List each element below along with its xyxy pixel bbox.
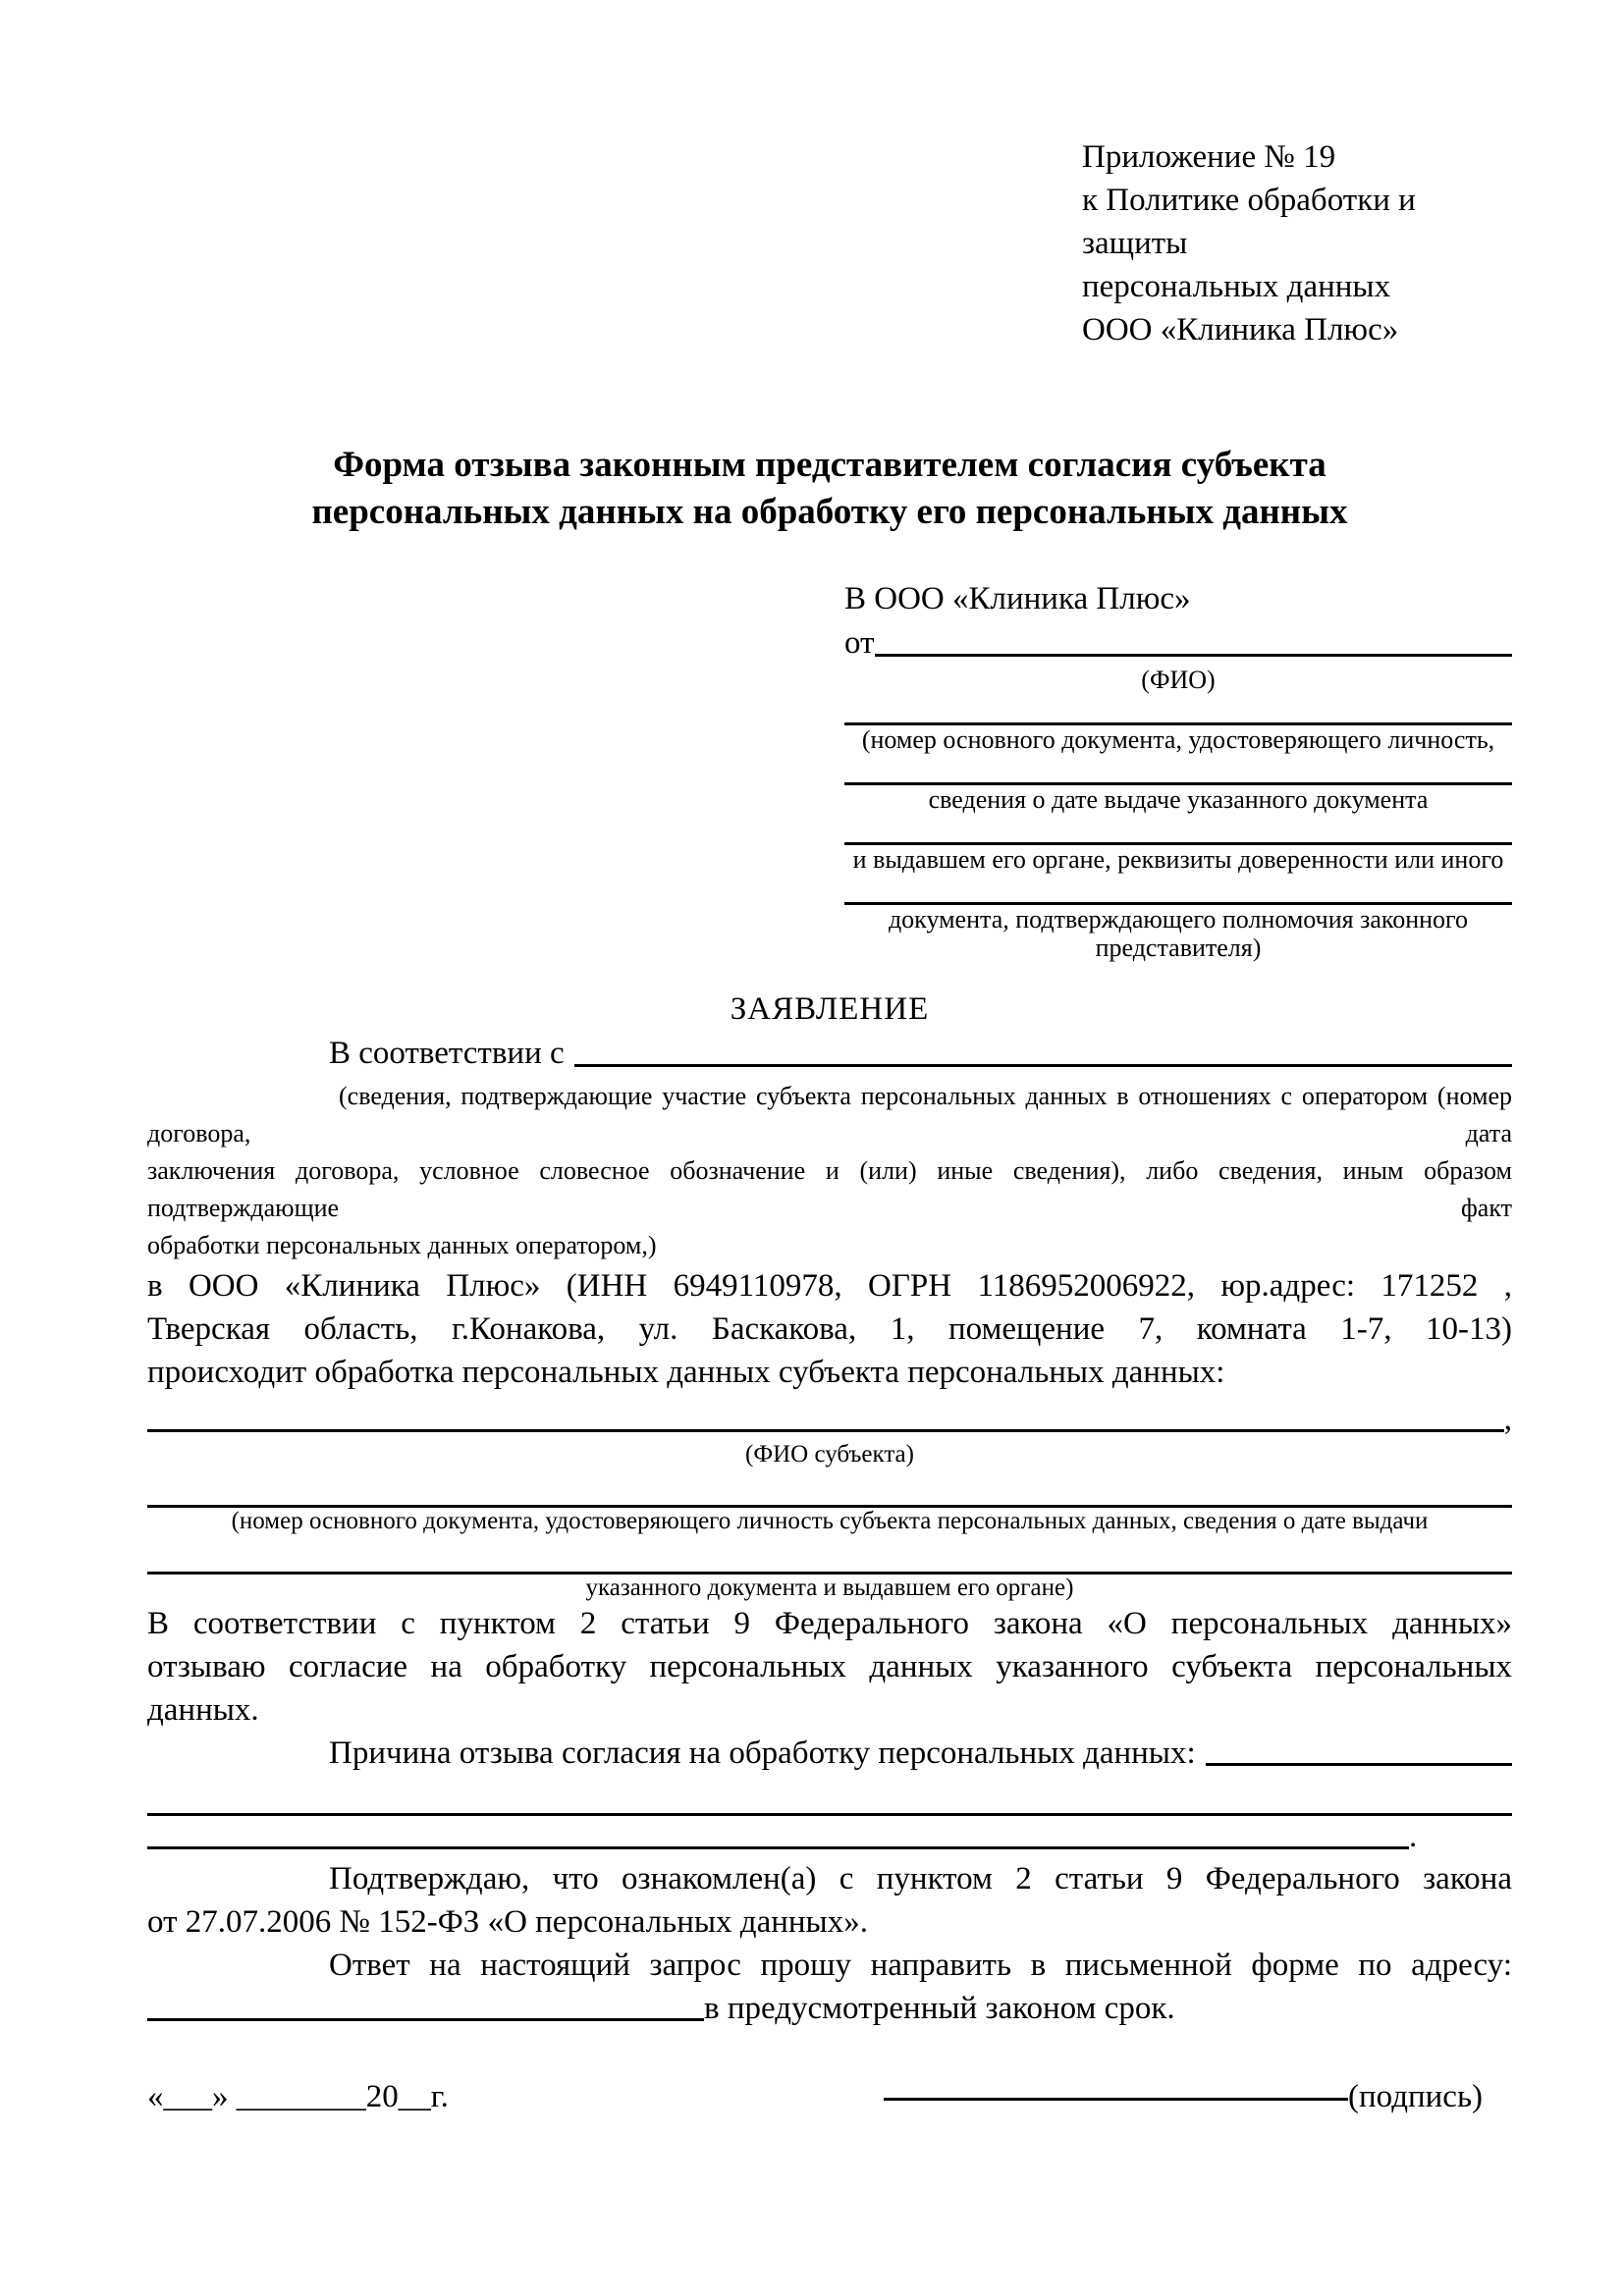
reply-tail-text: в предусмотренный законом срок. [704,1991,1175,2026]
subject-document-issuer-caption: указанного документа и выдавшем его органе) [585,1575,1074,1601]
subject-fio-row [147,1398,1512,1441]
trailing-comma: , [1503,1402,1512,1437]
small-print-line-1: (сведения, подтверждающие участие субъекта персональных данных в отношениях с оператором (номер договора, дата [147,1082,1512,1148]
subject-fio-caption: (ФИО субъекта) [745,1441,914,1468]
issuing-authority-caption: и выдавшем его органе, реквизиты доверенности или иного [852,845,1504,874]
issue-date-caption: сведения о дате выдаче указанного документа [928,785,1429,814]
reply-address-row [147,1987,1512,2030]
trailing-period: . [1409,1819,1418,1854]
operator-line-2: Тверская область, г.Конакова, ул. Баскакова, 1, помещение 7, комната 1-7, 10-13) [147,1311,1512,1347]
small-print-line-3: обработки персональных данных оператором,) [147,1231,657,1259]
withdrawal-line-2: отзываю согласие на обработку персональных данных указанного субъекта персональных [147,1649,1512,1684]
reply-address-fill-line[interactable] [147,1987,704,2021]
small-print-note [147,1078,1512,1264]
signature-group [884,2075,1483,2119]
document-number-caption: (номер основного документа, удостоверяющего личность, [861,725,1495,754]
confirm-paragraph [147,1857,1512,1944]
fio-caption: (ФИО) [1141,666,1216,694]
issuing-authority-fill-line[interactable] [844,814,1512,845]
operator-line-3: происходит обработка персональных данных субъекта персональных данных: [147,1355,1225,1390]
reason-fill-line-3[interactable] [147,1816,1409,1849]
signature-caption: (подпись) [1348,2079,1483,2114]
reason-fill-line-2[interactable] [147,1775,1512,1816]
reason-row [147,1732,1512,1775]
subject-document-caption: (номер основного документа, удостоверяющего личность субъекта персональных данных, сведения о дате выдачи [231,1508,1429,1534]
from-label: от [844,625,875,661]
withdrawal-line-1: В соответствии с пунктом 2 статьи 9 Федерального закона «О персональных данных» [147,1606,1512,1641]
reason-fill-line[interactable] [1206,1732,1512,1766]
subject-fio-fill-line[interactable] [147,1398,1504,1432]
reply-request-line: Ответ на настоящий запрос прошу направить в письменной форме по адресу: [329,1948,1512,1983]
accordance-row [147,1032,1512,1076]
document-title [147,442,1512,536]
withdrawal-line-3: данных. [147,1692,259,1728]
from-row [844,621,1512,666]
document-issue-date-fill-line[interactable] [844,754,1512,785]
appendix-line-2: к Политике обработки и защиты [1082,183,1416,261]
withdrawal-paragraph [147,1602,1512,1732]
confirm-line-2: от 27.07.2006 № 152-ФЗ «О персональных данных». [147,1904,868,1940]
representative-name-fill-line[interactable] [875,621,1513,657]
subject-document-issuer-fill-line[interactable] [147,1535,1512,1575]
title-line-2: персональных данных на обработку его персональных данных [311,492,1348,532]
date-blank[interactable]: «___» ________20__г. [147,2079,449,2114]
confirm-line-1: Подтверждаю, что ознакомлен(а) с пунктом 2 статьи 9 Федерального закона [329,1861,1512,1896]
reason-label: Причина отзыва согласия на обработку персональных данных: [329,1735,1196,1771]
accordance-label: В соответствии с [329,1036,565,1071]
title-line-1: Форма отзыва законным представителем согласия субъекта [333,445,1326,485]
document-content [147,135,1512,2119]
operator-paragraph [147,1264,1512,1394]
representative-document-fill-line[interactable] [844,694,1512,725]
appendix-line-4: ООО «Клиника Плюс» [1082,312,1399,347]
appendix-line-3: персональных данных [1082,269,1391,304]
accordance-fill-line[interactable] [574,1032,1512,1067]
operator-line-1: в ООО «Клиника Плюс» (ИНН 6949110978, ОГРН 1186952006922, юр.адрес: 171252 , [147,1268,1512,1304]
signature-fill-line[interactable] [884,2098,1348,2101]
appendix-line-1: Приложение № 19 [1082,139,1336,175]
authority-confirmation-caption: документа, подтверждающего полномочия законного представителя) [888,905,1469,962]
addressee-org: В ООО «Клиника Плюс» [844,581,1191,616]
subject-document-fill-line[interactable] [147,1468,1512,1508]
reason-fill-row-3 [147,1816,1512,1857]
small-print-line-2: заключения договора, условное словесное обозначение и (или) иные сведения), либо сведения, иным образом подтверждающие факт [147,1156,1512,1222]
appendix-block [1082,135,1512,351]
addressee-block [844,577,1512,962]
footer-row [147,2075,1512,2119]
authority-confirmation-fill-line[interactable] [844,874,1512,905]
statement-heading: ЗАЯВЛЕНИЕ [730,991,930,1027]
